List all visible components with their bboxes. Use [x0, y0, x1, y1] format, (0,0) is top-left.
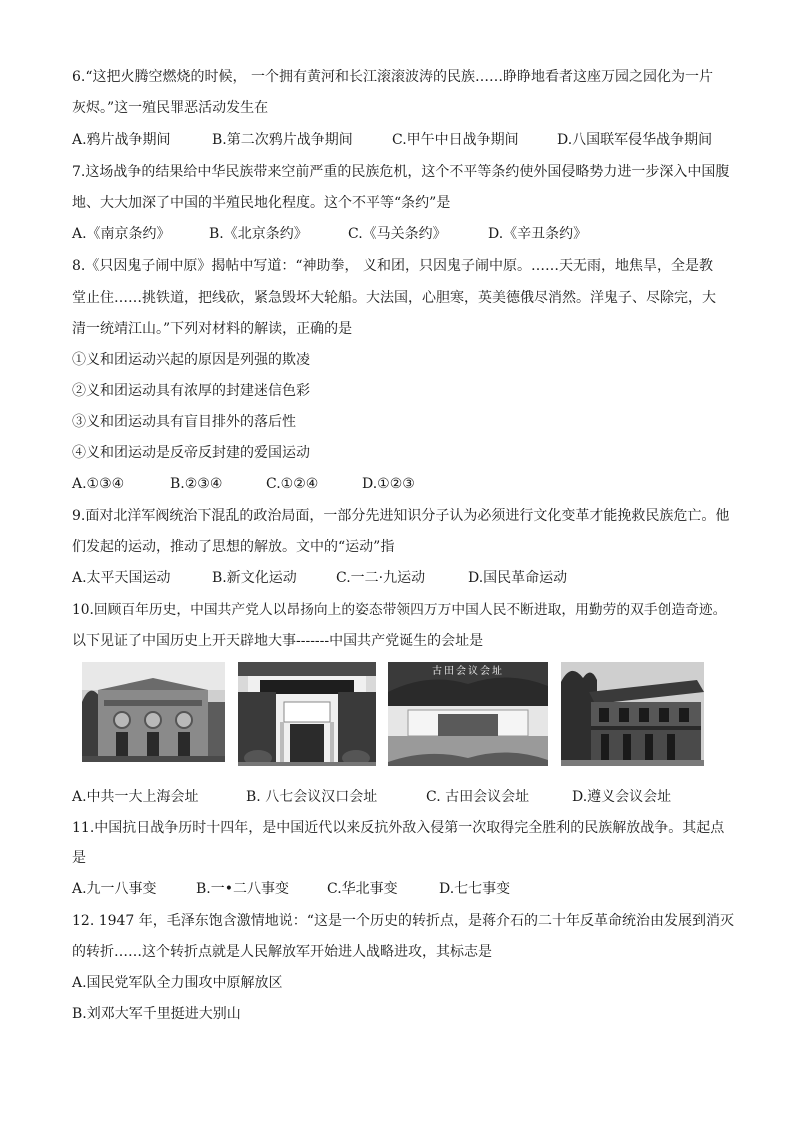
- q11-stem-line1: 11.中国抗日战争历时十四年，是中国近代以来反抗外敌入侵第一次取得完全胜利的民族解放战争。其起点: [72, 820, 725, 836]
- q9-option-c[interactable]: C.一二·九运动: [336, 570, 426, 586]
- q8-stem-line3: 清一统靖江山。”下列对材料的解读，正确的是: [72, 321, 353, 337]
- q7-option-a[interactable]: A.《南京条约》: [72, 226, 171, 242]
- q10-option-d[interactable]: D.遵义会议会址: [572, 789, 672, 805]
- photo-shanghai-site: [82, 662, 225, 762]
- q9-option-d[interactable]: D.国民革命运动: [468, 570, 568, 586]
- q8-statement-2: ②义和团运动具有浓厚的封建迷信色彩: [72, 383, 310, 399]
- q10-photo-row: [82, 662, 704, 772]
- q8-statement-4: ④义和团运动是反帝反封建的爱国运动: [72, 445, 310, 461]
- q6-option-b[interactable]: B.第二次鸦片战争期间: [212, 132, 353, 148]
- q7-option-c[interactable]: C.《马关条约》: [348, 226, 447, 242]
- photo-hankou-site: [238, 662, 376, 766]
- q8-option-a[interactable]: A.①③④: [72, 476, 125, 492]
- q8-statement-1: ①义和团运动兴起的原因是列强的欺凌: [72, 352, 310, 368]
- q10-stem-line1: 10.回顾百年历史，中国共产党人以昂扬向上的姿态带领四万万中国人民不断进取，用勤劳的双手创造奇迹。: [72, 602, 727, 618]
- q11-option-a[interactable]: A.九一八事变: [72, 881, 157, 897]
- q7-option-b[interactable]: B.《北京条约》: [209, 226, 308, 242]
- q8-statement-3: ③义和团运动具有盲目排外的落后性: [72, 414, 296, 430]
- q12-option-a[interactable]: A.国民党军队全力围攻中原解放区: [72, 975, 283, 991]
- q11-option-b[interactable]: B.一•二八事变: [196, 881, 289, 897]
- q8-option-b[interactable]: B.②③④: [170, 476, 223, 492]
- q8-option-c[interactable]: C.①②④: [266, 476, 319, 492]
- q7-stem-line2: 地、大大加深了中国的半殖民地化程度。这个不平等“条约”是: [72, 195, 451, 211]
- q6-option-a[interactable]: A.鸦片战争期间: [72, 132, 171, 148]
- q9-stem-line2: 们发起的运动，推动了思想的解放。文中的“运动”指: [72, 539, 395, 555]
- photo-gutian-site: [388, 662, 548, 766]
- q10-option-a[interactable]: A.中共一大上海会址: [72, 789, 199, 805]
- q9-option-b[interactable]: B.新文化运动: [212, 570, 297, 586]
- q8-stem-line2: 堂止住……挑铁道，把线砍，紧急毁坏大轮船。大法国，心胆寒，英美德俄尽消然。洋鬼子、尽除完，大: [72, 290, 716, 306]
- q8-option-d[interactable]: D.①②③: [362, 476, 415, 492]
- q6-option-d[interactable]: D.八国联军侵华战争期间: [557, 132, 713, 148]
- q9-option-a[interactable]: A.太平天国运动: [72, 570, 171, 586]
- q6-stem-line2: 灰烬。”这一殖民罪恶活动发生在: [72, 100, 269, 116]
- q11-option-d[interactable]: D.七七事变: [439, 881, 511, 897]
- q10-option-c[interactable]: C. 古田会议会址: [426, 789, 530, 805]
- photo-zunyi-site: [561, 662, 704, 766]
- q8-stem-line1: 8.《只因鬼子闹中原》揭帖中写道：“神助拳， 义和团，只因鬼子闹中原。……天无雨，地焦旱，全是教: [72, 258, 713, 274]
- gutian-sign-text: 古田会议会址: [432, 666, 504, 677]
- q7-option-d[interactable]: D.《辛丑条约》: [488, 226, 588, 242]
- q12-stem-line2: 的转折……这个转折点就是人民解放军开始进人战略进攻，其标志是: [72, 944, 492, 960]
- q7-stem-line1: 7.这场战争的结果给中华民族带来空前严重的民族危机，这个不平等条约使外国侵略势力进一步深入中国腹: [72, 164, 730, 180]
- q6-stem-line1: 6.“这把火腾空燃烧的时候， 一个拥有黄河和长江滚滚波涛的民族……睁睁地看者这座万园之园化为一片: [72, 69, 713, 85]
- q11-stem-line2: 是: [72, 850, 86, 866]
- q11-option-c[interactable]: C.华北事变: [327, 881, 398, 897]
- q10-option-b[interactable]: B. 八七会议汉口会址: [246, 789, 378, 805]
- q10-stem-line2: 以下见证了中国历史上开天辟地大事-------中国共产党诞生的会址是: [72, 633, 484, 649]
- q9-stem-line1: 9.面对北洋军阀统治下混乱的政治局面，一部分先进知识分子认为必须进行文化变革才能挽救民族危亡。他: [72, 508, 730, 524]
- q12-stem-line1: 12. 1947 年，毛泽东饱含激情地说：“这是一个历史的转折点，是蒋介石的二十年反革命统治由发展到消灭: [72, 913, 734, 929]
- q6-option-c[interactable]: C.甲午中日战争期间: [392, 132, 519, 148]
- q12-option-b[interactable]: B.刘邓大军千里挺进大别山: [72, 1006, 241, 1022]
